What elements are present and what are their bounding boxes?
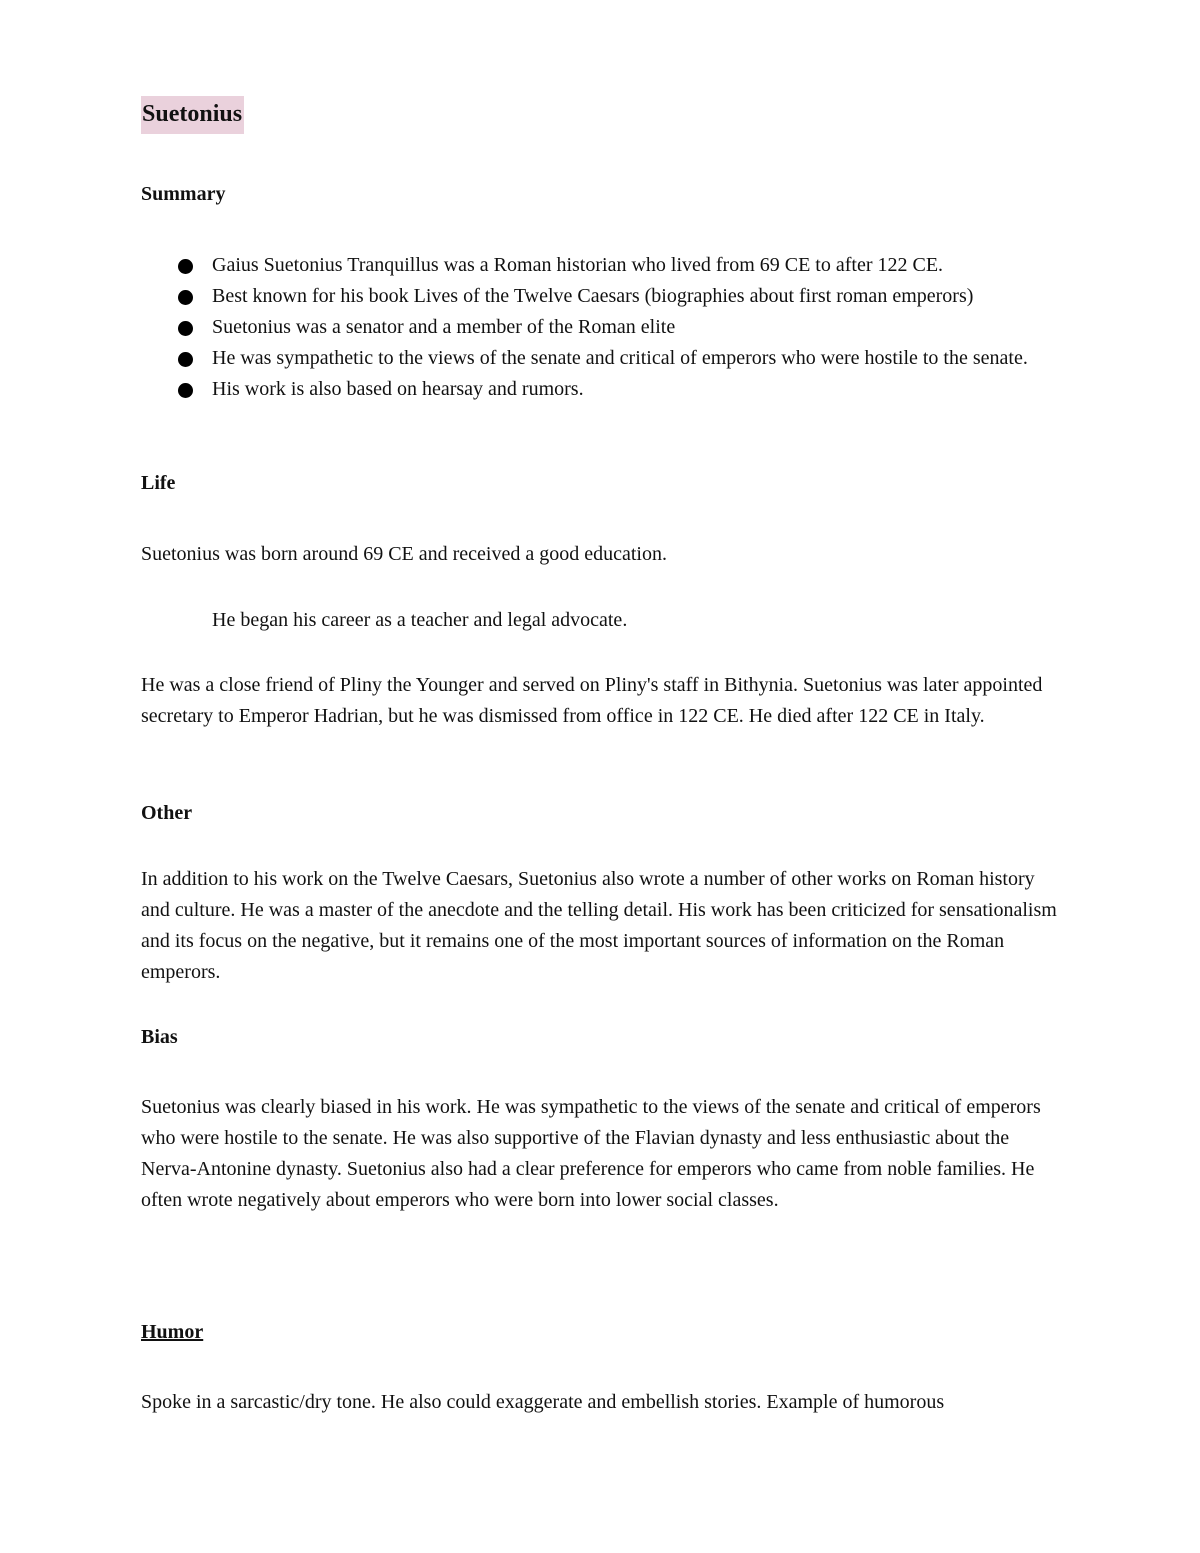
list-item [170,343,1070,374]
life-paragraph-3: He was a close friend of Pliny the Younger and served on Pliny's staff in Bithynia. Suetonius was later appointed secretary to Emperor Hadrian, but he was dismissed from office in 122 CE. He died after 122 CE in Italy. [141,674,1043,727]
life-paragraph-2: He began his career as a teacher and legal advocate. [212,609,628,631]
bullet-icon [178,259,193,274]
list-item [170,250,1070,281]
bullet-icon [178,352,193,367]
bias-paragraph: Suetonius was clearly biased in his work. He was sympathetic to the views of the senate and critical of emperors who were hostile to the senate. He was also supportive of the Flavian dynasty and less enthusiastic about the Nerva-Antonine dynasty. Suetonius also had a clear preference for emperors who came from noble families. He often wrote negatively about emperors who were born into lower social classes. [141,1096,1041,1211]
document-title: Suetonius [141,96,244,134]
bullet-text: Best known for his book Lives of the Twelve Caesars (biographies about first roman emperors) [212,285,974,307]
bullet-text: Suetonius was a senator and a member of the Roman elite [212,316,676,338]
bullet-icon [178,383,193,398]
summary-heading: Summary [141,183,226,205]
list-item [170,281,1070,312]
bullet-icon [178,290,193,305]
bullet-text: He was sympathetic to the views of the senate and critical of emperors who were hostile to the senate. [212,347,1028,369]
bullet-icon [178,321,193,336]
list-item [170,312,1070,343]
humor-heading: Humor [141,1321,204,1343]
other-paragraph: In addition to his work on the Twelve Caesars, Suetonius also wrote a number of other works on Roman history and culture. He was a master of the anecdote and the telling detail. His work has been criticized for sensationalism and its focus on the negative, but it remains one of the most important sources of information on the Roman emperors. [141,868,1057,983]
summary-bullet-list [170,250,1070,405]
bias-heading: Bias [141,1026,178,1048]
life-heading: Life [141,472,176,494]
bullet-text: Gaius Suetonius Tranquillus was a Roman historian who lived from 69 CE to after 122 CE. [212,254,944,276]
bullet-text: His work is also based on hearsay and rumors. [212,378,584,400]
list-item [170,374,1070,405]
humor-paragraph: Spoke in a sarcastic/dry tone. He also could exaggerate and embellish stories. Example of humorous [141,1391,945,1413]
other-heading: Other [141,802,193,824]
life-paragraph-1: Suetonius was born around 69 CE and received a good education. [141,543,667,565]
